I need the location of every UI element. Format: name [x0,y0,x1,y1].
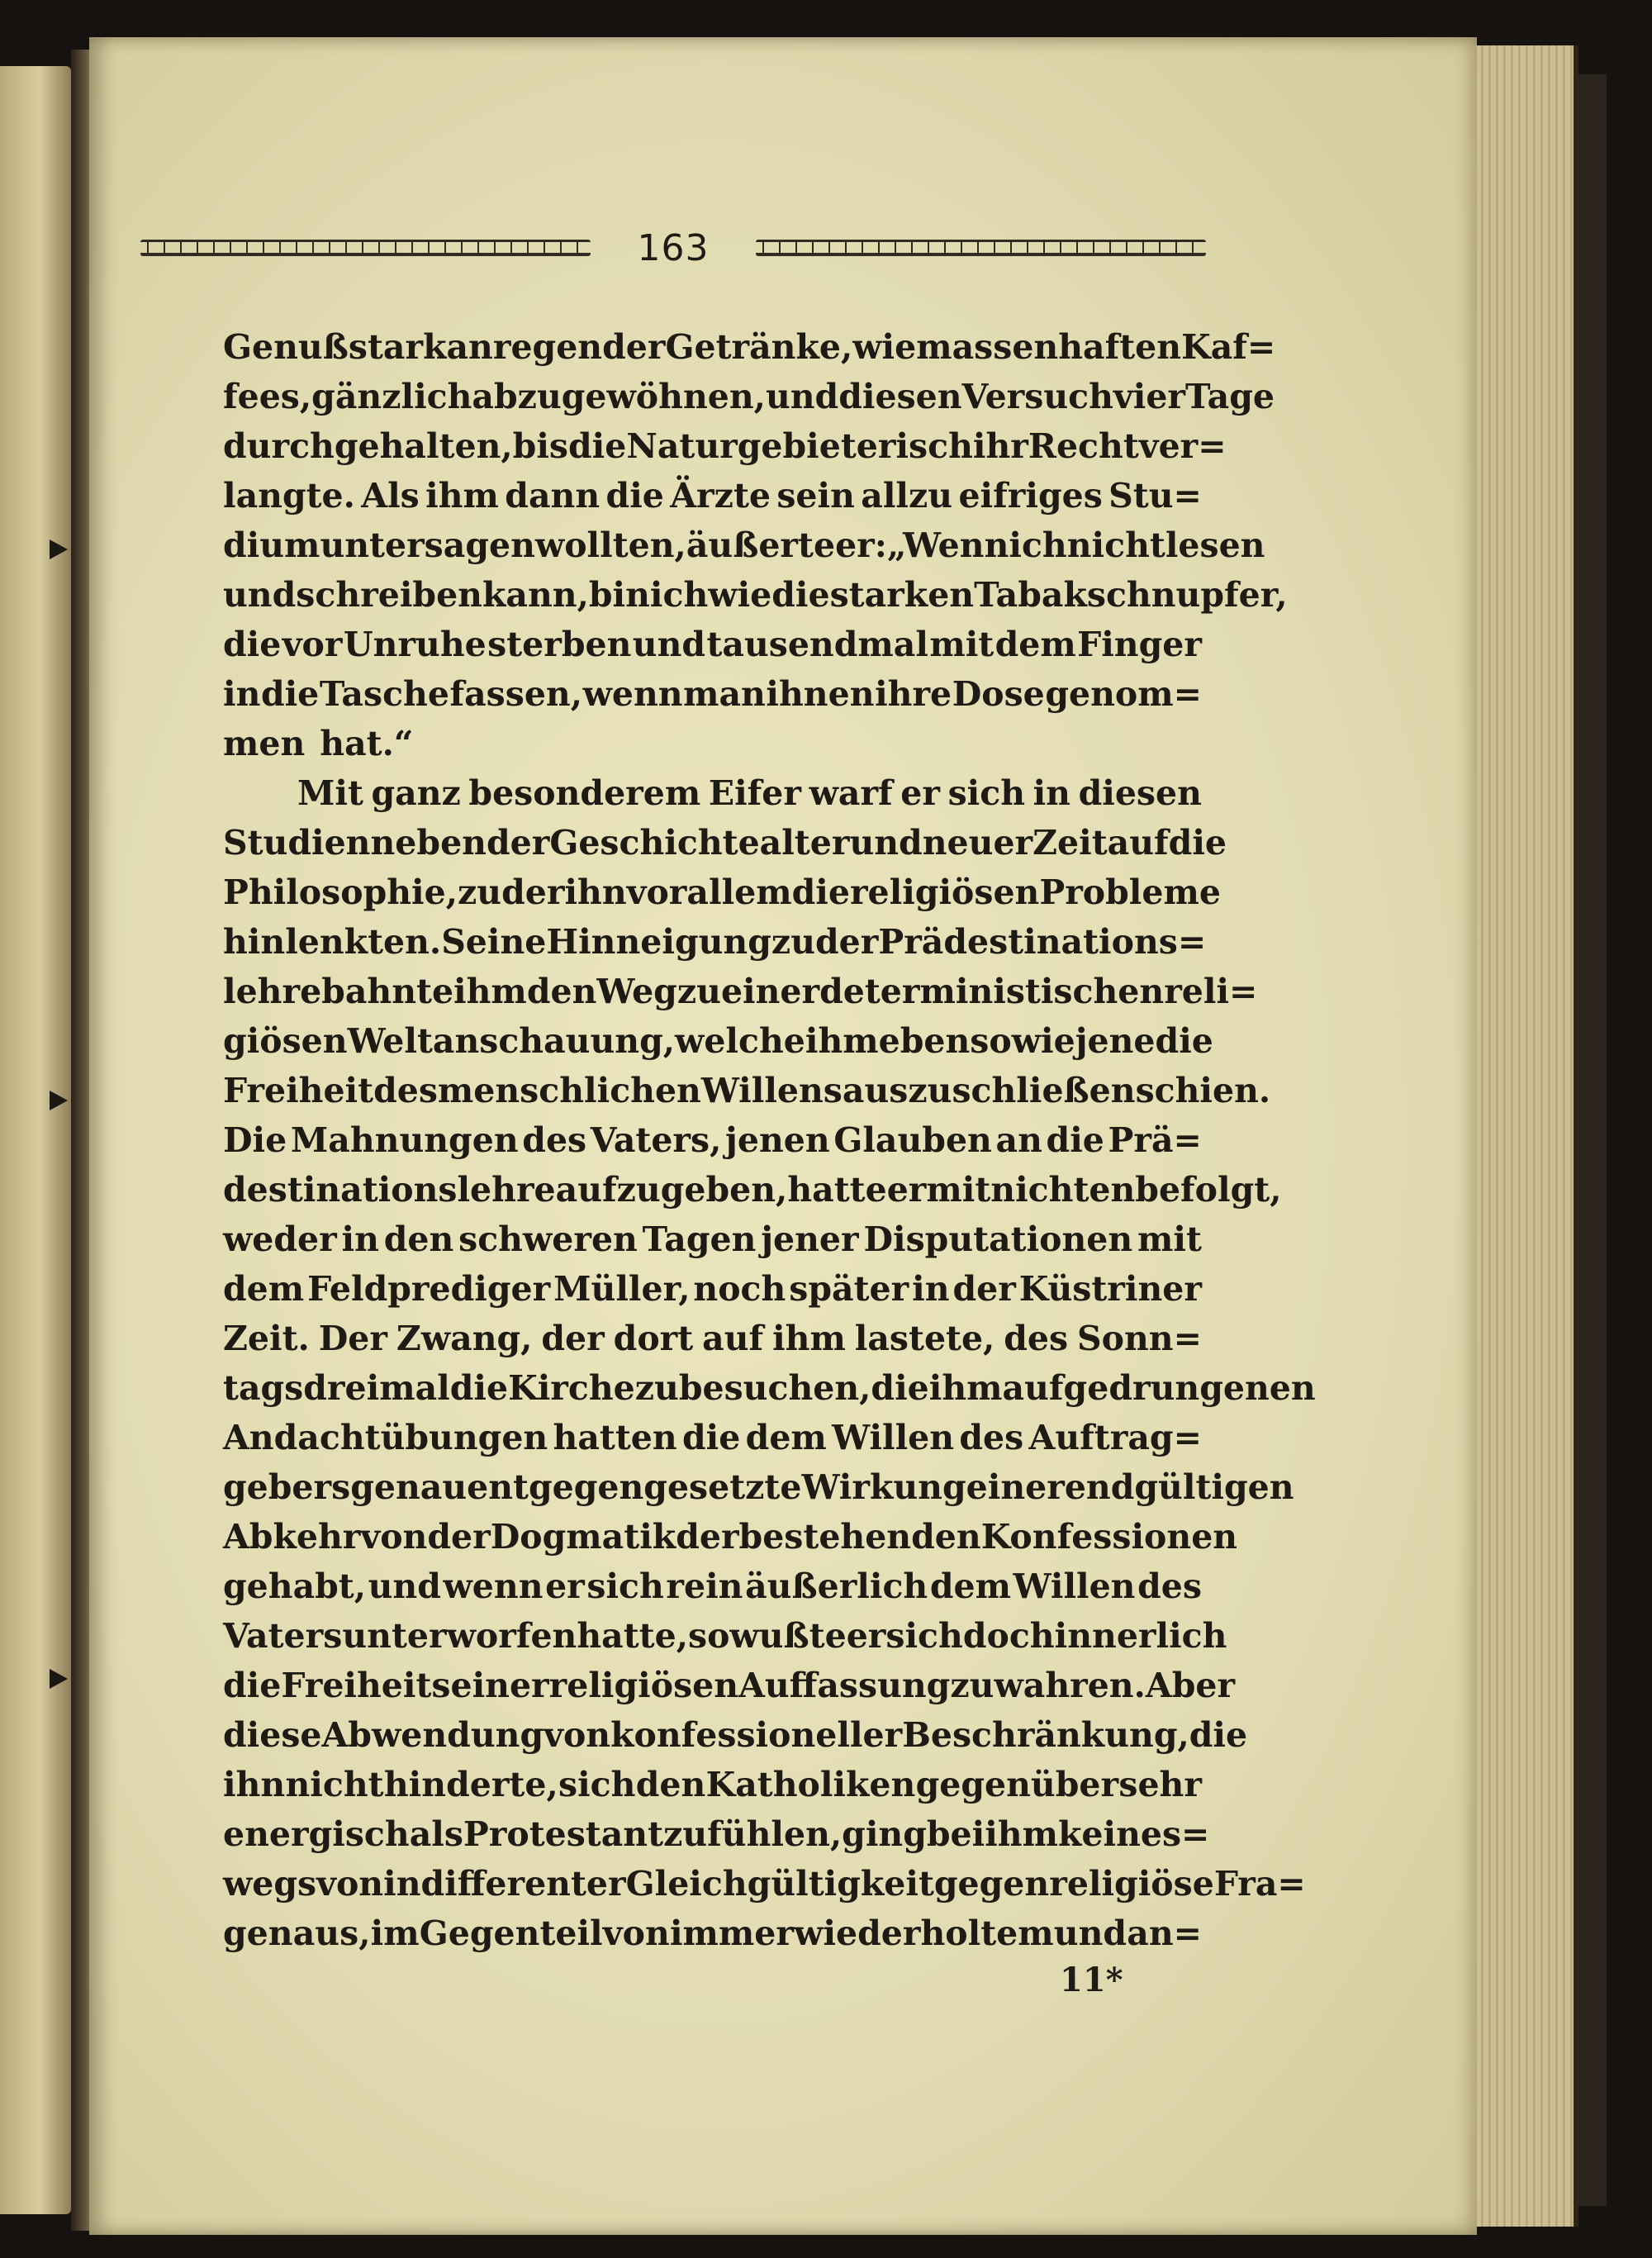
header-ornament-left [140,240,591,256]
text-line: gebers genau entgegengesetzte Wirkung einer endgültigen [223,1467,1294,1507]
text-line: ihn nicht hinderte, sich den Katholiken gegenüber sehr [223,1765,1202,1804]
page-number: 163 [637,226,710,269]
text-line: Studien neben der Geschichte alter und neuer Zeit auf die [223,823,1227,863]
margin-mark [50,1091,68,1110]
text-line: und schreiben kann, bin ich wie die starken Tabakschnupfer, [223,575,1288,615]
text-line: gehabt, und wenn er sich rein äußerlich dem Willen des [223,1566,1202,1606]
margin-mark [50,1669,68,1689]
text-line: langte. Als ihm dann die Ärzte sein allzu eifriges Stu= [223,476,1202,516]
text-line: in die Tasche fassen, wenn man ihnen ihre Dose genom= [223,674,1202,714]
text-line: durchgehalten, bis die Natur gebieterisch ihr Recht ver= [223,426,1227,466]
text-line: Abkehr von der Dogmatik der bestehenden Konfessionen [223,1517,1238,1557]
text-line: weder in den schweren Tagen jener Disputationen mit [223,1219,1202,1259]
running-header [140,223,1206,273]
text-line: energisch als Protestant zu fühlen, ging bei ihm keines= [223,1814,1210,1854]
text-line: dium untersagen wollten, äußerte er: „Wenn ich nicht lesen [223,525,1265,565]
text-line: Zeit. Der Zwang, der dort auf ihm lastete, des Sonn= [223,1319,1202,1358]
text-line: Vaters unterworfen hatte, so wußte er sich doch innerlich [223,1616,1227,1656]
text-line: hinlenkten. Seine Hinneigung zu der Prädestinations= [223,922,1207,962]
left-page-edge [0,66,71,2214]
text-line: destinationslehre aufzugeben, hatte er mit nichten befolgt, [223,1170,1282,1210]
text-line: Andachtübungen hatten die dem Willen des Auftrag= [223,1418,1202,1457]
margin-mark [50,540,68,559]
header-ornament-right [756,240,1206,256]
text-line: gen aus, im Gegenteil von immer wiederholtem und an= [223,1913,1202,1953]
text-line: Philosophie, zu der ihn vor allem die religiösen Probleme [223,872,1221,912]
text-line: dem Feldprediger Müller, noch später in der Küstriner [223,1269,1202,1309]
text-line: giösen Weltanschauung, welche ihm ebenso wie jene die [223,1021,1213,1061]
page-edges-stack [1462,45,1578,2227]
book-cover-edge [1574,74,1607,2206]
text-line: lehre bahnte ihm den Weg zu einer deterministischen reli= [223,972,1258,1011]
text-line: Genuß stark anregender Getränke, wie massenhaften Kaf= [223,327,1276,367]
body-text [223,322,1316,1958]
text-line: wegs von indifferenter Gleichgültigkeit gegen religiöse Fra= [223,1864,1306,1904]
text-line: die vor Unruhe sterben und tausendmal mit dem Finger [223,625,1202,664]
text-line: men hat.“ [223,724,414,763]
text-line: fees, gänzlich abzugewöhnen, und diesen Versuch vier Tage [223,377,1275,416]
text-line: tags dreimal die Kirche zu besuchen, die ihm aufgedrungenen [223,1368,1316,1408]
text-line: die Freiheit seiner religiösen Auffassung zu wahren. Aber [223,1666,1236,1705]
signature-mark: 11* [1060,1961,1123,1999]
text-line: Mit ganz besonderem Eifer warf er sich in diesen [297,773,1202,813]
text-line: diese Abwendung von konfessioneller Beschränkung, die [223,1715,1248,1755]
text-line: Freiheit des menschlichen Willens auszuschließen schien. [223,1071,1271,1110]
text-line: Die Mahnungen des Vaters, jenen Glauben an die Prä= [223,1120,1202,1160]
